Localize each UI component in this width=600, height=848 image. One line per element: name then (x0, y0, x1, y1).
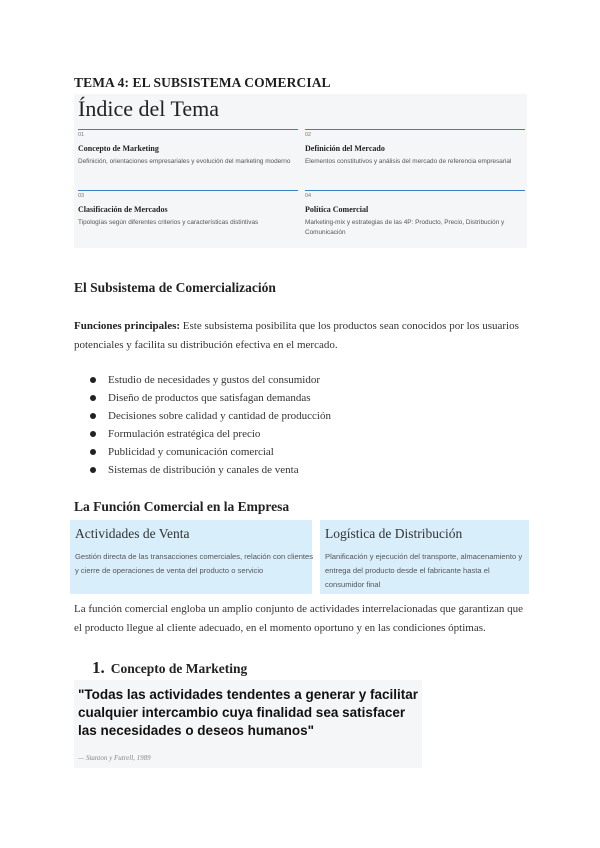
list-item (88, 461, 331, 479)
list-item (88, 425, 331, 443)
bullet-icon (90, 431, 96, 437)
card-sales-activities (70, 520, 312, 594)
index-item-description: Tipologías según diferentes criterios y características distintivas (78, 219, 259, 226)
index-item-description: Elementos constitutivos y análisis del mercado de referencia empresarial (305, 158, 512, 165)
index-item-description: Marketing-mix y estrategias de las 4P: Producto, Precio, Distribución y Comunicación (305, 219, 505, 236)
index-item (78, 190, 298, 226)
quote-author: — Stanton y Futrell, 1989 (78, 754, 151, 762)
intro-paragraph (74, 317, 526, 355)
index-item-title: Concepto de Marketing (78, 144, 159, 153)
intro-text: Este subsistema posibilita que los productos sean conocidos por los usuarios potenciales y facilita su distribución efectiva en el mercado. (74, 320, 519, 351)
bullet-icon (90, 449, 96, 455)
intro-label: Funciones principales: (74, 320, 181, 332)
card-distribution-logistics (320, 520, 529, 594)
card-title: Actividades de Venta (75, 526, 190, 541)
index-item-title: Definición del Mercado (305, 144, 385, 153)
list-item-text: Publicidad y comunicación comercial (108, 446, 274, 458)
bullet-icon (90, 377, 96, 383)
quote-text: "Todas las actividades tendentes a generar y facilitar cualquier intercambio cuya finalidad sea satisfacer las necesidades o deseos humanos" (78, 687, 419, 738)
index-item-title: Política Comercial (305, 205, 369, 214)
section-heading-subsystem: El Subsistema de Comercialización (74, 280, 276, 295)
index-item-number: 01 (78, 132, 85, 138)
card-description: Planificación y ejecución del transporte, almacenamiento y entrega del producto desde el fabricante hasta el consumidor final (325, 552, 523, 589)
quote-block (74, 680, 422, 768)
list-item-text: Decisiones sobre calidad y cantidad de producción (108, 410, 331, 422)
subsection-title: Concepto de Marketing (110, 661, 248, 676)
bullet-icon (90, 467, 96, 473)
functions-list (88, 371, 331, 479)
function-paragraph: La función comercial engloba un amplio conjunto de actividades interrelacionadas que garantizan que el producto llegue al cliente adecuado, en el momento oportuno y en las condiciones óptimas. (74, 603, 523, 634)
topic-index (74, 94, 527, 248)
bullet-icon (90, 395, 96, 401)
list-item (88, 407, 331, 425)
list-item-text: Sistemas de distribución y canales de venta (108, 464, 299, 476)
page-title: TEMA 4: EL SUBSISTEMA COMERCIAL (74, 75, 331, 90)
index-item-title: Clasificación de Mercados (78, 205, 168, 214)
card-title: Logística de Distribución (325, 526, 463, 541)
list-item (88, 371, 331, 389)
index-title: Índice del Tema (78, 96, 219, 121)
card-description: Gestión directa de las transacciones comerciales, relación con clientes y cierre de operaciones de venta del producto o servicio (75, 552, 314, 575)
index-item-description: Definición, orientaciones empresariales y evolución del marketing moderno (78, 158, 291, 165)
index-item (305, 129, 525, 165)
index-item (78, 129, 298, 165)
index-item-number: 03 (78, 193, 85, 199)
list-item-text: Formulación estratégica del precio (108, 428, 261, 440)
index-item-number: 02 (305, 132, 312, 138)
subsection-heading-marketing (92, 658, 247, 678)
subsection-number: 1. (92, 658, 105, 677)
list-item (88, 443, 331, 461)
bullet-icon (90, 413, 96, 419)
index-item (305, 190, 525, 236)
index-item-number: 04 (305, 193, 312, 199)
section-heading-function: La Función Comercial en la Empresa (74, 499, 290, 514)
list-item (88, 389, 331, 407)
list-item-text: Diseño de productos que satisfagan demandas (108, 392, 311, 404)
list-item-text: Estudio de necesidades y gustos del consumidor (108, 374, 321, 386)
